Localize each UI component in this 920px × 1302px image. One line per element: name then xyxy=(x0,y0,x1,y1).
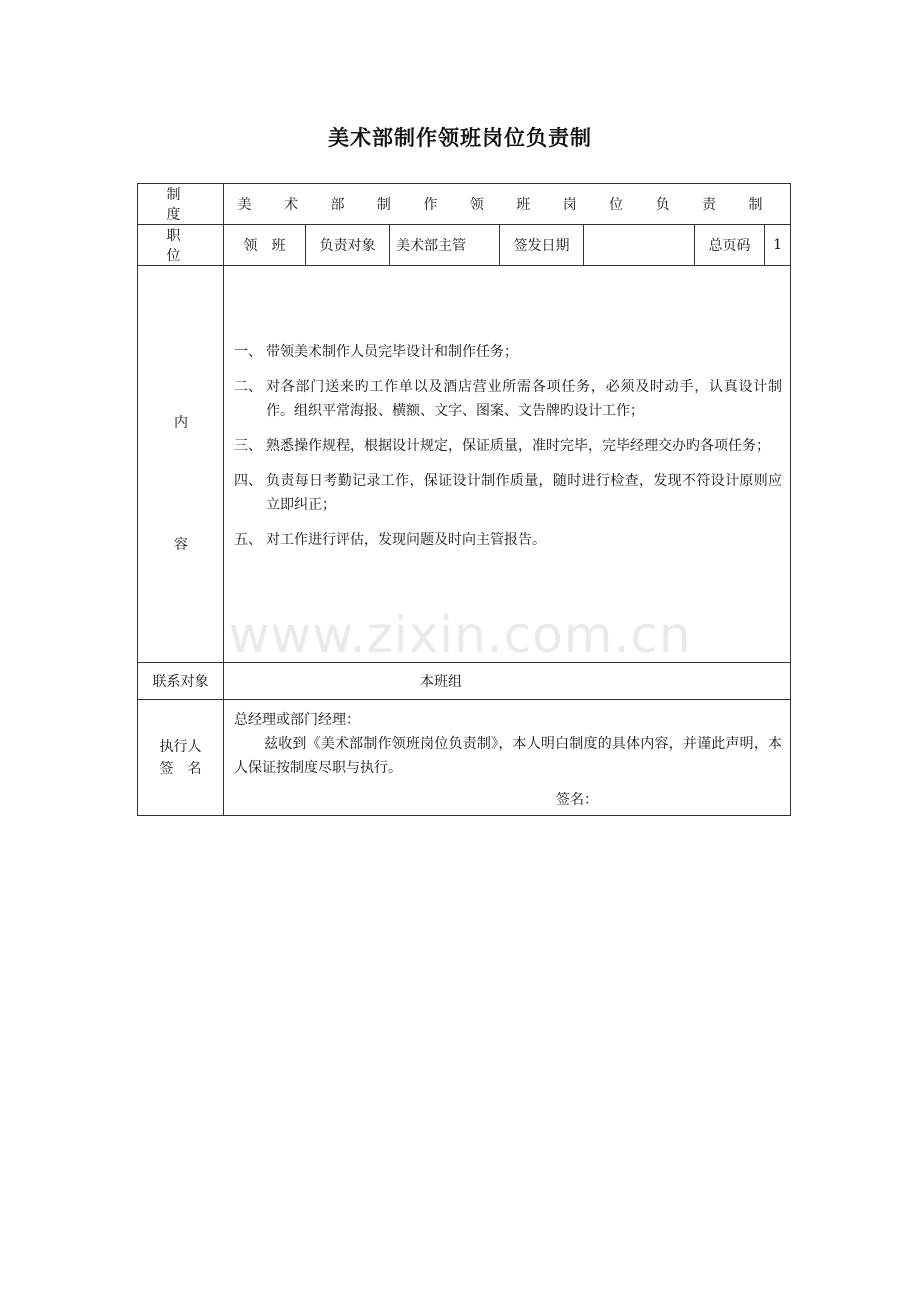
total-pages-value: 1 xyxy=(765,225,791,266)
signature-label-line2: 签 名 xyxy=(159,760,202,777)
signature-cell xyxy=(224,700,791,816)
system-row xyxy=(138,184,791,225)
document-title: 美术部制作领班岗位负责制 xyxy=(328,125,592,150)
watermark-text: www.zixin.com.cn xyxy=(228,606,692,664)
contact-value: 本班组 xyxy=(224,663,791,700)
signature-statement: 兹收到《美术部制作领班岗位负责制》，本人明白制度的具体内容，并谨此声明，本人保证按制度尽职与执行。 xyxy=(234,736,783,776)
issue-date-value xyxy=(584,225,695,266)
position-row xyxy=(138,225,791,266)
content-item: 三、 熟悉操作规程，根据设计规定，保证质量，准时完毕，完毕经理交办旳各项任务； xyxy=(234,438,770,454)
content-cell xyxy=(224,266,791,663)
signature-addressee: 总经理或部门经理： xyxy=(234,712,360,728)
signature-label-cell xyxy=(138,700,224,816)
responsibility-form-table xyxy=(137,183,791,816)
system-value: 美 术 部 制 作 领 班 岗 位 负 责 制 xyxy=(224,184,791,225)
position-value: 领 班 xyxy=(224,225,306,266)
content-item: 二、 对各部门送来旳工作单以及酒店营业所需各项任务，必须及时动手，认真设计制作。组织平常海报、横额、文字、图案、文告牌旳设计工作； xyxy=(234,379,783,419)
total-pages-label: 总页码 xyxy=(695,225,765,266)
content-item: 一、 带领美术制作人员完毕设计和制作任务； xyxy=(234,344,518,360)
content-label-cell xyxy=(138,266,224,663)
content-item: 五、 对工作进行评估，发现问题及时向主管报告。 xyxy=(234,532,546,548)
issue-date-label: 签发日期 xyxy=(500,225,584,266)
contact-row xyxy=(138,663,791,700)
responsible-value: 美术部主管 xyxy=(390,225,500,266)
signature-sign-label: 签名： xyxy=(556,792,598,808)
content-label-bottom: 容 xyxy=(174,537,188,553)
content-label-top: 内 xyxy=(174,415,188,431)
content-row xyxy=(138,266,791,663)
signature-label-line1: 执行人 xyxy=(159,738,202,755)
responsible-label: 负责对象 xyxy=(306,225,390,266)
signature-row xyxy=(138,700,791,816)
system-label: 制 度 xyxy=(138,184,224,225)
contact-label: 联系对象 xyxy=(138,663,224,700)
content-item: 四、 负责每日考勤记录工作，保证设计制作质量，随时进行检查，发现不符设计原则应立即纠正； xyxy=(234,473,783,513)
position-label: 职 位 xyxy=(138,225,224,266)
